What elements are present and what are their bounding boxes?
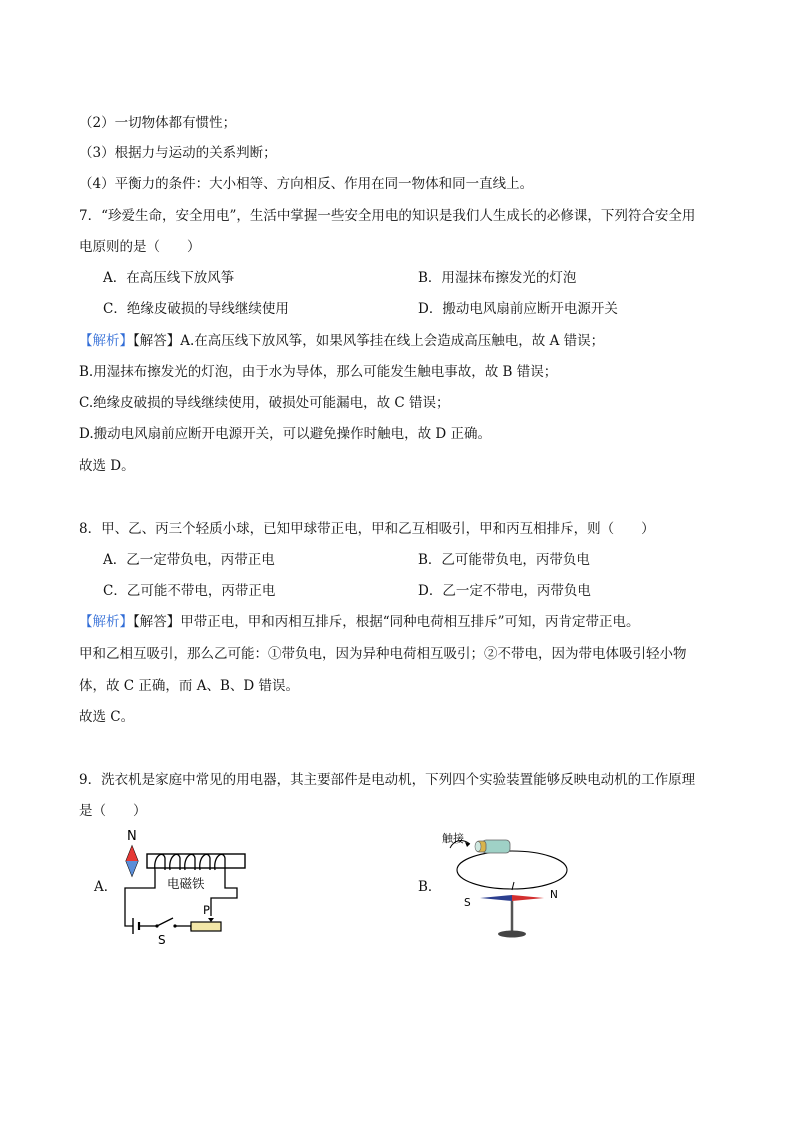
q7-option-c: C．绝缘皮破损的导线继续使用 bbox=[103, 301, 289, 317]
q7-analysis-line3: C.绝缘皮破损的导线继续使用，破损处可能漏电，故 C 错误； bbox=[79, 395, 450, 411]
q8-option-c: C．乙可能不带电，丙带正电 bbox=[103, 583, 276, 599]
q7-analysis-tag: 【解析】 bbox=[79, 333, 133, 349]
label-p: P bbox=[203, 903, 210, 917]
q7-analysis-line2: B.用湿抹布擦发光的灯泡，由于水为导体，那么可能发生触电事故，故 B 错误； bbox=[79, 364, 558, 380]
compass-needle-south bbox=[126, 861, 138, 876]
q7-stem-line2: 电原则的是（ ） bbox=[79, 239, 201, 255]
needle-south bbox=[480, 895, 512, 901]
switch-pivot bbox=[155, 924, 158, 927]
q8-answer: 故选 C。 bbox=[79, 709, 135, 725]
q8-option-a: A．乙一定带负电，丙带正电 bbox=[103, 552, 275, 568]
note-line-2: （2）一切物体都有惯性； bbox=[79, 115, 237, 131]
stand-base bbox=[498, 931, 526, 938]
q8-analysis-line1 bbox=[79, 613, 640, 631]
note-line-4: （4）平衡力的条件：大小相等、方向相反、作用在同一物体和同一直线上。 bbox=[79, 176, 534, 192]
label-electromagnet: 电磁铁 bbox=[167, 876, 205, 891]
q8-stem: 8．甲、乙、丙三个轻质小球，已知甲球带正电，甲和乙互相吸引，甲和丙互相排斥，则（ ） bbox=[79, 521, 655, 537]
q7-stem-line1: 7．“珍爱生命，安全用电”，生活中掌握一些安全用电的知识是我们人生成长的必修课，下列符合安全用 bbox=[79, 208, 696, 224]
electromagnet-core bbox=[147, 854, 245, 868]
label-touch: 触接 bbox=[442, 832, 464, 845]
q7-analysis-text1: 【解答】A.在高压线下放风筝，如果风筝挂在线上会造成高压触电，故 A 错误； bbox=[133, 333, 605, 349]
label-n: N bbox=[127, 829, 137, 844]
q8-option-b: B．乙可能带负电，丙带负电 bbox=[418, 552, 590, 568]
figure-oersted-experiment bbox=[440, 826, 590, 946]
q7-option-b: B．用湿抹布擦发光的灯泡 bbox=[418, 270, 577, 286]
q9-stem-line1: 9．洗衣机是家庭中常见的用电器，其主要部件是电动机，下列四个实验装置能够反映电动机的工作原理 bbox=[79, 772, 696, 788]
label-s: S bbox=[158, 933, 166, 947]
q9-option-b-label: B． bbox=[418, 879, 442, 895]
wire-loop bbox=[457, 851, 567, 889]
q7-answer: 故选 D。 bbox=[79, 458, 135, 474]
q8-analysis-line3: 体，故 C 正确，而 A、B、D 错误。 bbox=[79, 678, 299, 694]
q8-analysis-tag: 【解析】 bbox=[79, 614, 133, 630]
q9-stem-line2: 是（ ） bbox=[79, 803, 147, 819]
q8-analysis-line2: 甲和乙相互吸引，那么乙可能：①带负电，因为异种电荷相互吸引；②不带电，因为带电体吸引轻小物 bbox=[79, 646, 687, 662]
switch-contact bbox=[173, 924, 176, 927]
label-n: N bbox=[550, 889, 558, 901]
q7-option-d: D．搬动电风扇前应断开电源开关 bbox=[418, 301, 618, 317]
figure-electromagnet-circuit bbox=[115, 826, 255, 950]
q9-option-a-label: A． bbox=[94, 879, 118, 895]
needle-north bbox=[512, 895, 544, 901]
q7-analysis-line1 bbox=[79, 332, 604, 350]
q8-option-d: D．乙一定不带电，丙带负电 bbox=[418, 583, 591, 599]
rheostat bbox=[191, 922, 221, 931]
q7-analysis-line4: D.搬动电风扇前应断开电源开关，可以避免操作时触电，故 D 正确。 bbox=[79, 426, 492, 442]
q8-analysis-text1: 【解答】甲带正电，甲和丙相互排斥，根据“同种电荷相互排斥”可知，丙肯定带正电。 bbox=[133, 614, 640, 630]
q7-option-a: A．在高压线下放风筝 bbox=[103, 270, 235, 286]
compass-needle-north bbox=[126, 846, 138, 861]
note-line-3: （3）根据力与运动的关系判断； bbox=[79, 145, 277, 161]
label-s: S bbox=[464, 897, 471, 909]
